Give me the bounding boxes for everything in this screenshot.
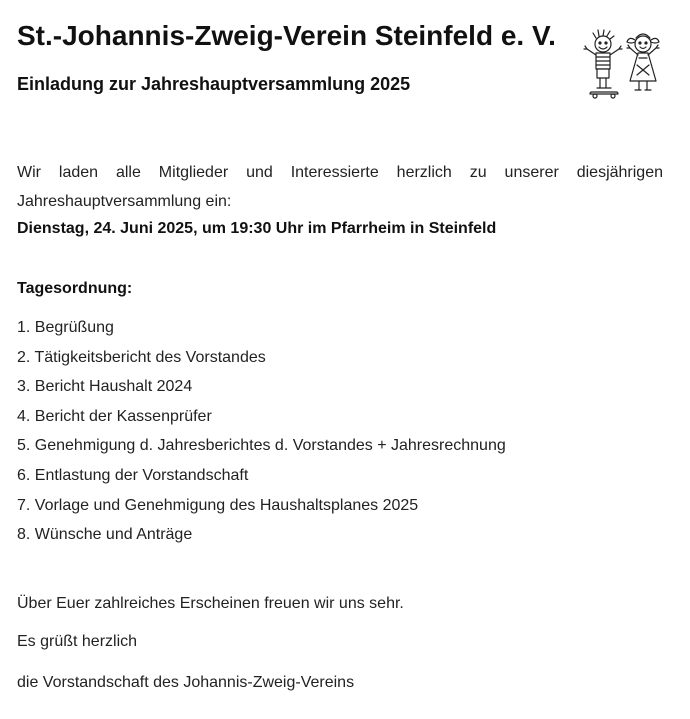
agenda-item: 8. Wünsche und Anträge (17, 526, 193, 544)
agenda-item: 6. Entlastung der Vorstandschaft (17, 466, 249, 484)
agenda-list (17, 313, 506, 550)
agenda-item: 4. Bericht der Kassenprüfer (17, 407, 212, 425)
page-title: St.-Johannis-Zweig-Verein Steinfeld e. V. (17, 20, 556, 51)
agenda-item: 2. Tätigkeitsbericht des Vorstandes (17, 348, 266, 366)
agenda-heading: Tagesordnung: (17, 280, 133, 297)
agenda-item: 5. Genehmigung d. Jahresberichtes d. Vorstandes + Jahresrechnung (17, 437, 506, 455)
agenda-item: 7. Vorlage und Genehmigung des Haushaltsplanes 2025 (17, 496, 419, 514)
closing-line: Über Euer zahlreiches Erscheinen freuen wir uns sehr. (17, 595, 404, 612)
signature-line: die Vorstandschaft des Johannis-Zweig-Vereins (17, 674, 355, 691)
children-drawing-icon (583, 28, 665, 102)
agenda-item: 1. Begrüßung (17, 319, 114, 336)
invitation-subtitle: Einladung zur Jahreshauptversammlung 2025 (17, 74, 411, 94)
agenda-item: 3. Bericht Haushalt 2024 (17, 378, 193, 396)
event-details: Dienstag, 24. Juni 2025, um 19:30 Uhr im Pfarrheim in Steinfeld (17, 220, 497, 237)
intro-text: Wir laden alle Mitglieder und Interessierte herzlich zu unserer diesjährigen Jahreshauptversammlung ein: (17, 164, 663, 210)
greeting-line: Es grüßt herzlich (17, 633, 138, 650)
